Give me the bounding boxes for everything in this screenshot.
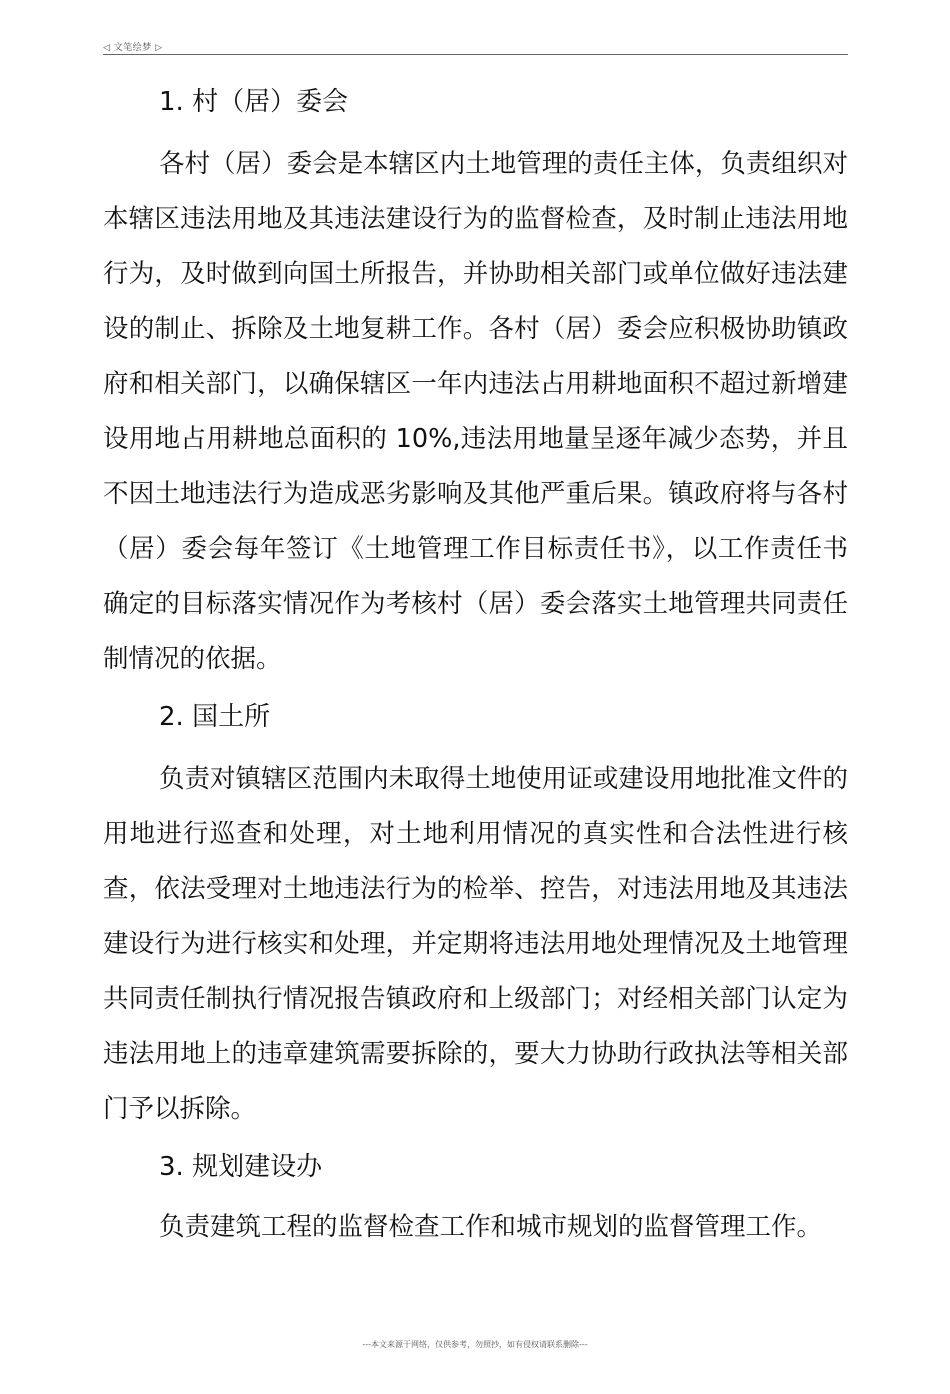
section-paragraph-3: 负责建筑工程的监督检查工作和城市规划的监督管理工作。	[159, 1212, 823, 1242]
page-footer: ---本文来源于网络，仅供参考，勿照抄，如有侵权请联系删除---	[362, 1340, 588, 1349]
document-body	[103, 80, 848, 1255]
section-paragraph-2: 负责对镇辖区范围内未取得土地使用证或建设用地批准文件的用地进行巡查和处理，对土地利用情况的真实性和合法性进行核查，依法受理对土地违法行为的检举、控告，对违法用地及其违法建设行为进行核实和处理，并定期将违法用地处理情况及土地管理共同责任制执行情况报告镇政府和上级部门；对经相关部门认定为违法用地上的违章建筑需要拆除的，要大力协助行政执法等相关部门予以拆除。	[103, 764, 848, 1124]
page-header: ◁ 文笔绘梦 ▷	[103, 43, 163, 53]
section-heading-2: 2. 国土所	[159, 702, 271, 732]
section-heading-1: 1. 村（居）委会	[159, 87, 349, 117]
section-paragraph-1: 各村（居）委会是本辖区内土地管理的责任主体，负责组织对本辖区违法用地及其违法建设行为的监督检查，及时制止违法用地行为，及时做到向国土所报告，并协助相关部门或单位做好违法建设的制止、拆除及土地复耕工作。各村（居）委会应积极协助镇政府和相关部门，以确保辖区一年内违法占用耕地面积不超过新增建设用地占用耕地总面积的 10%,违法用地量呈逐年减少态势，并且不因土地违法行为造成恶劣影响及其他严重后果。镇政府将与各村（居）委会每年签订《土地管理工作目标责任书》，以工作责任书确定的目标落实情况作为考核村（居）委会落实土地管理共同责任制情况的依据。	[103, 149, 848, 674]
header-divider	[103, 54, 848, 55]
section-heading-3: 3. 规划建设办	[159, 1152, 323, 1182]
